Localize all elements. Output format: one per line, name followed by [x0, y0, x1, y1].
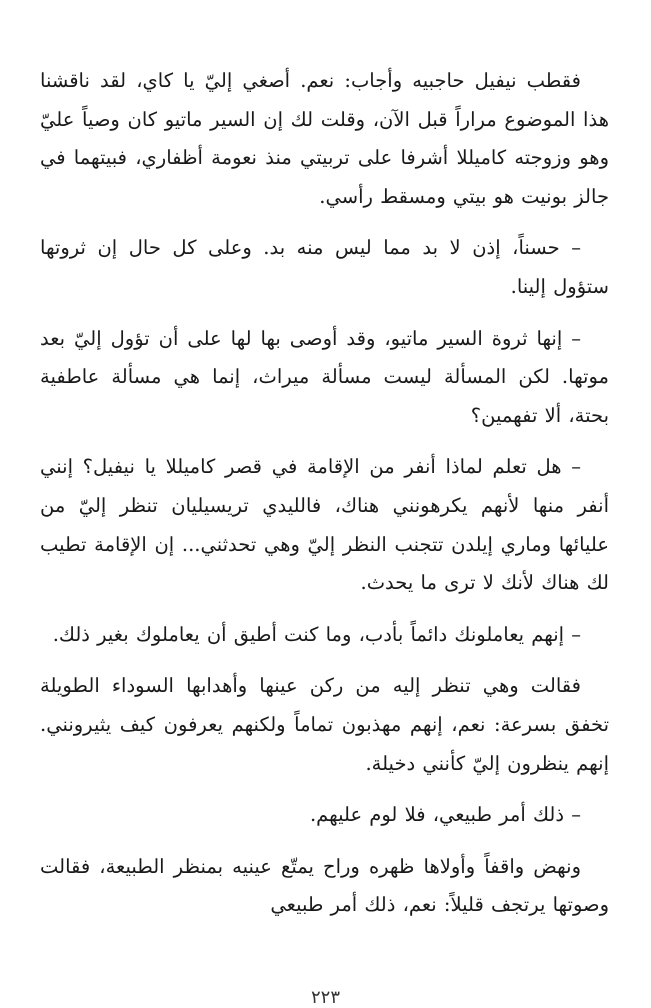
paragraph-7: – ذلك أمر طبيعي، فلا لوم عليهم.: [309, 803, 581, 827]
paragraph-6: فقالت وهي تنظر إليه من ركن عينها وأهدابها السوداء الطويلة تخفق بسرعة: نعم، إنهم مهذبون تماماً ولكنهم يعرفون كيف يثيرونني. إنهم ينظرون إليّ كأنني دخيلة.: [40, 674, 609, 775]
page-number: ٢٢٣: [310, 987, 340, 1008]
paragraph-2: – حسناً، إذن لا بد مما ليس منه بد. وعلى كل حال إن ثروتها ستؤول إلينا.: [40, 236, 609, 298]
paragraph-8: ونهض واقفاً وأولاها ظهره وراح يمتّع عينيه بمنظر الطبيعة، فقالت وصوتها يرتجف قليلاً: نعم، ذلك أمر طبيعي: [40, 854, 609, 917]
paragraph-5: – إنهم يعاملونك دائماً بأدب، وما كنت أطيق أن يعاملوك بغير ذلك.: [52, 622, 581, 646]
paragraph-3: – إنها ثروة السير ماتيو، وقد أوصى بها لها على أن تؤول إليّ بعد موتها. لكن المسألة ليست مسألة ميراث، إنما هي مسألة عاطفية بحتة، ألا تفهمين؟: [40, 326, 609, 427]
paragraph-4: – هل تعلم لماذا أنفر من الإقامة في قصر كاميللا يا نيفيل؟ إنني أنفر منها لأنهم يكرهونني هناك، فالليدي تريسيليان تنظر إليّ من عليائها وماري إيلدن تتجنب النظر إليّ وهي تحدثني... إن الإقامة تطيب لك هناك لأنك لا ترى ما يحدث.: [40, 455, 609, 595]
paragraph-1: فقطب نيفيل حاجبيه وأجاب: نعم. أصغي إليّ يا كاي، لقد ناقشنا هذا الموضوع مراراً قبل الآن، وقلت لك إن السير ماتيو كان وصياً عليّ وهو وزوجته كاميللا أشرفا على تربيتي منذ نعومة أظفاري، فبيتهما في جالز بونيت هو بيتي ومسقط رأسي.: [40, 69, 609, 208]
